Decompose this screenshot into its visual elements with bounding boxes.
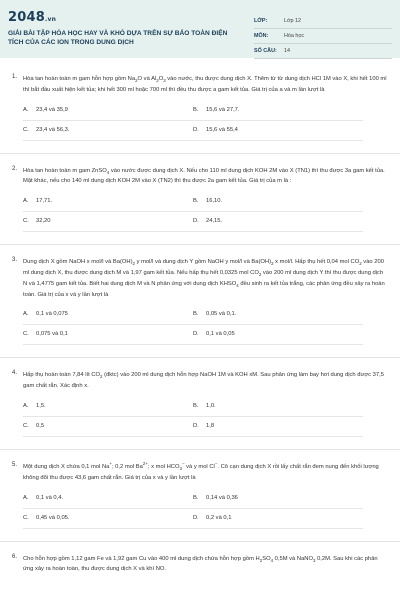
question-6	[12, 553, 388, 576]
meta-key: MÔN:	[254, 33, 269, 39]
answer-option[interactable]	[23, 192, 193, 212]
question-text: Hòa tan hoàn toàn m gam ZnSO$_4$ vào nước được dung dịch X. Nếu cho 110 ml dung dịch KOH 2M vào X (TN1) thì thu được 3a gam kết tủa. Mặt khác, nếu cho 140 ml dung dịch KOH 2M vào X (TN2) thì thu được 2a gam kết tủa. Giá trị của m là :	[23, 167, 385, 185]
option-letter: B.	[193, 311, 199, 318]
answer-option[interactable]	[193, 212, 363, 232]
answer-option[interactable]	[193, 121, 363, 141]
option-letter: C.	[23, 422, 29, 429]
option-text: 0,075 và 0,1	[36, 331, 68, 338]
answer-option[interactable]	[193, 192, 363, 212]
meta-key: SỐ CÂU:	[254, 48, 277, 54]
answer-option[interactable]	[193, 101, 363, 121]
question-text: Một dung dịch X chứa 0,1 mol Na+; 0,2 mol $Ba^{2+}$; x mol $HCO_3^-$ và y mol Cl−. Cô cạn dung dịch X rồi lấy chất rắn đem nung đến khối lượng không đổi thu được 43,6 gam chất rắn. Giá trị của x và y lần lượt là	[23, 461, 379, 481]
option-letter: C.	[23, 331, 29, 338]
answer-option[interactable]	[23, 101, 193, 121]
question-1	[12, 74, 388, 141]
answer-option[interactable]	[23, 397, 193, 417]
meta-value: Lớp 12	[284, 18, 302, 24]
answer-option[interactable]	[23, 509, 193, 529]
question-3	[12, 257, 388, 345]
meta-row-class	[254, 14, 392, 29]
question-divider	[0, 244, 400, 245]
option-text: 0,1 và 0,05	[206, 331, 235, 338]
answer-option[interactable]	[193, 397, 363, 417]
option-text: 0,5	[36, 422, 45, 429]
option-text: 1,0.	[206, 402, 216, 409]
question-2	[12, 165, 388, 233]
answer-option[interactable]	[193, 325, 363, 345]
logo-text: 2048	[8, 10, 45, 25]
option-text: 1,8	[206, 422, 215, 429]
option-letter: C.	[23, 126, 29, 133]
site-logo[interactable]	[8, 10, 56, 25]
option-letter: A.	[23, 402, 29, 409]
question-number: 6.	[12, 553, 18, 560]
option-text: 15,6 và 55,4	[206, 126, 238, 133]
question-divider	[0, 153, 400, 154]
meta-key: LỚP:	[254, 18, 268, 24]
answer-options	[23, 192, 388, 232]
worksheet-meta	[254, 14, 392, 59]
option-text: 15,6 và 27,7.	[206, 106, 240, 113]
option-letter: B.	[193, 198, 199, 205]
meta-value: Hóa học	[284, 33, 305, 39]
option-letter: A.	[23, 198, 29, 205]
option-text: 0,45 và 0,05.	[36, 514, 70, 521]
option-text: 24,15.	[206, 218, 223, 225]
option-letter: A.	[23, 106, 29, 113]
option-letter: A.	[23, 311, 29, 318]
answer-option[interactable]	[23, 121, 193, 141]
answer-option[interactable]	[193, 417, 363, 437]
option-text: 0,05 và 0,1.	[206, 311, 237, 318]
answer-option[interactable]	[193, 509, 363, 529]
answer-option[interactable]	[23, 305, 193, 325]
answer-options	[23, 397, 388, 437]
option-letter: D.	[193, 331, 199, 338]
answer-options	[23, 101, 388, 141]
answer-option[interactable]	[193, 305, 363, 325]
option-letter: D.	[193, 218, 199, 225]
question-number: 2.	[12, 165, 18, 172]
question-number: 5.	[12, 461, 18, 468]
answer-option[interactable]	[23, 325, 193, 345]
option-text: 0,1 và 0,4.	[36, 494, 64, 501]
option-text: 23,4 và 56,3.	[36, 126, 70, 133]
option-letter: A.	[23, 494, 29, 501]
question-text: Cho hỗn hợp gồm 1,12 gam Fe và 1,92 gam Cu vào 400 ml dung dịch chứa hỗn hợp gồm $H_2SO_4$ 0,5M và NaNO$_3$ 0,2M. Sau khi các phản ứng xảy ra hoàn toàn, thu được dung dịch X và khí NO.	[23, 555, 378, 573]
option-text: 17,71.	[36, 198, 53, 205]
question-4	[12, 370, 388, 437]
question-text: Hấp thụ hoàn toàn 7,84 lít $CO_2$ (đktc) vào 200 ml dung dịch hỗn hợp NaOH 1M và KOH xM. Sau phản ứng làm bay hơi dung dịch được 37,5 gam chất rắn. Xác định x.	[23, 372, 384, 390]
answer-option[interactable]	[193, 489, 363, 509]
question-divider	[0, 449, 400, 450]
answer-option[interactable]	[23, 417, 193, 437]
option-letter: B.	[193, 494, 199, 501]
meta-row-subject	[254, 29, 392, 44]
question-divider	[0, 541, 400, 542]
answer-options	[23, 489, 388, 529]
worksheet-title: GIẢI BÀI TẬP HÓA HỌC HAY VÀ KHÓ DỰA TRÊN SỰ BẢO TOÀN ĐIỆN TÍCH CỦA CÁC ION TRONG DUNG DỊCH	[8, 30, 228, 46]
option-text: 32,20	[36, 218, 51, 225]
question-5	[12, 461, 388, 529]
option-letter: C.	[23, 514, 29, 521]
answer-option[interactable]	[23, 212, 193, 232]
question-number: 1.	[12, 74, 18, 80]
question-text: Dung dịch X gồm NaOH x mol/l và $Ba(OH)_2$ y mol/l và dung dịch Y gồm NaOH y mol/l và $Ba(OH)_2$ x mol/l. Hấp thụ hết 0,04 mol $CO_2$ vào 200 ml dung dịch X, thu được dung dịch M và 1,97 gam kết tủa. Nếu hấp thụ hết 0,0325 mol $CO_2$ vào 200 ml dung dịch Y thì thu được dung dịch N và 1,4775 gam kết tủa. Biết hai dung dịch M và N phản ứng với dung dịch $KHSO_4$ đều sinh ra kết tủa trắng, các phản ứng đều xảy ra hoàn toàn. Giá trị của x và y lần lượt là	[23, 259, 385, 298]
option-text: 1,5.	[36, 402, 46, 409]
option-text: 23,4 và 35,9	[36, 106, 68, 113]
question-number: 4.	[12, 370, 18, 377]
worksheet-header	[0, 0, 400, 58]
option-letter: D.	[193, 126, 199, 133]
logo-suffix: .vn	[44, 16, 57, 23]
question-text: Hòa tan hoàn toàn m gam hỗn hợp gồm $Na_2O$ và $Al_2O_3$ vào nước, thu được dung dịch X. Thêm từ từ dung dịch HCl 1M vào X, khi hết 100 ml thì bắt đầu xuất hiện kết tủa; khi hết 300 ml hoặc 700 ml thì đều thu được a gam kết tủa. Giá trị của a và m lần lượt là	[23, 76, 387, 93]
option-letter: D.	[193, 514, 199, 521]
question-list	[0, 58, 400, 575]
option-letter: C.	[23, 218, 29, 225]
question-number: 3.	[12, 257, 18, 264]
meta-value: 14	[284, 48, 290, 54]
question-divider	[0, 357, 400, 358]
option-text: 16,10.	[206, 198, 223, 205]
option-text: 0,1 và 0,075	[36, 311, 68, 318]
option-letter: B.	[193, 402, 199, 409]
answer-option[interactable]	[23, 489, 193, 509]
option-text: 0,14 và 0,36	[206, 494, 238, 501]
option-letter: B.	[193, 106, 199, 113]
answer-options	[23, 305, 388, 345]
option-text: 0,2 và 0,1	[206, 514, 232, 521]
option-letter: D.	[193, 422, 199, 429]
meta-row-question-count	[254, 44, 392, 59]
